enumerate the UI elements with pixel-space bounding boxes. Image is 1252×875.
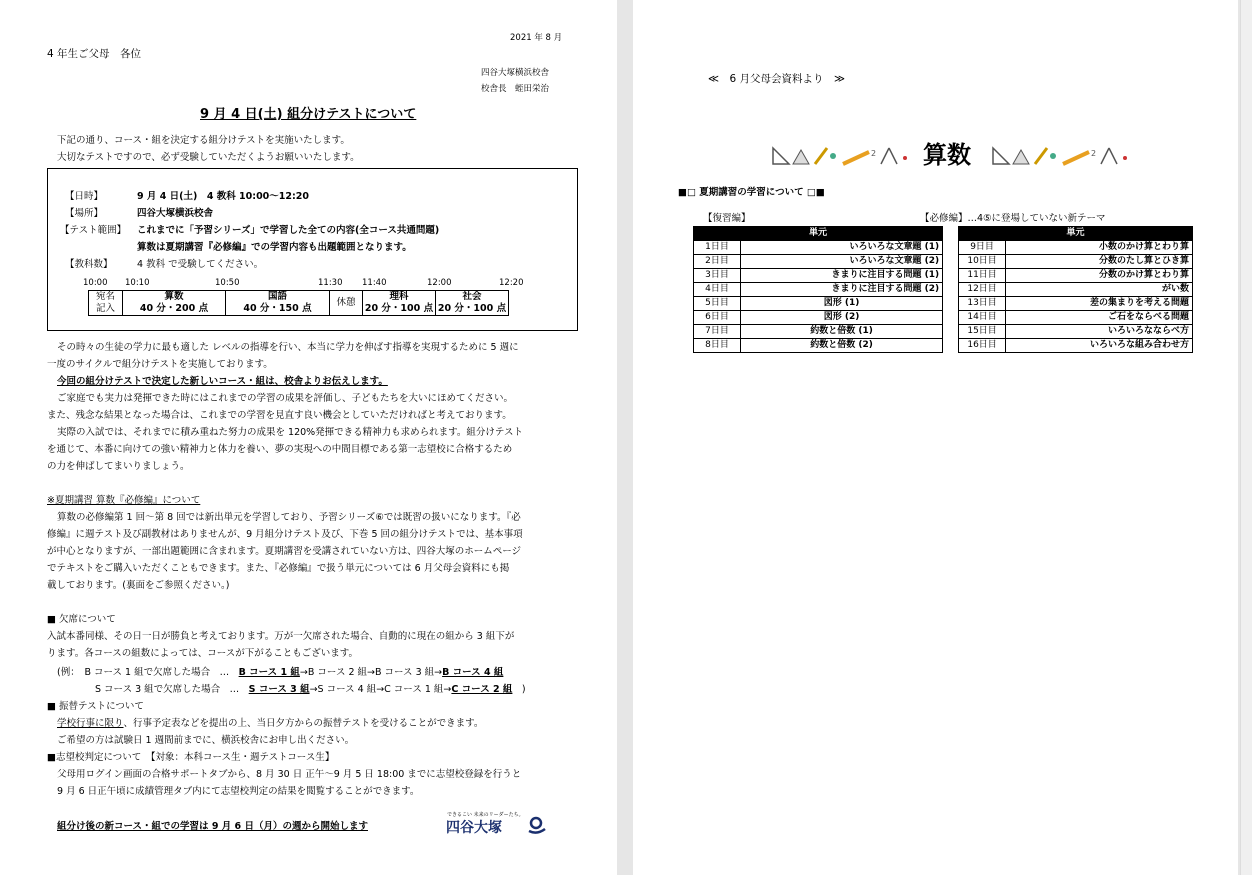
slot-top: 宛名 (95, 291, 115, 302)
absence-title: ■ 欠席について (47, 614, 116, 625)
para3-line2: を通じて、本番に向けての強い精神力と体力を養い、夢の実現への中間目標である第一志望校に合格するため (47, 444, 513, 455)
day-cell: 12日目 (959, 283, 1006, 297)
table-row (694, 325, 1193, 339)
slot-social (436, 291, 509, 316)
slot-bottom: 20 分・100 点 (364, 303, 434, 314)
note-line2: 修編』に週テスト及び副教材はありませんが、9 月組分けテスト及び、下巻 5 回の組分けテストでは、基本事項 (47, 529, 523, 540)
time-5: 12:00 (427, 278, 452, 288)
judge-line1: 父母用ログイン画面の合格サポートタブから、8 月 30 日 正午～9 月 5 日 18:00 までに志望校登録を行うと (57, 769, 522, 780)
slot-japanese (226, 291, 330, 316)
scope-label: 【テスト範囲】 (60, 225, 127, 236)
example-course: C コース 2 組 (451, 684, 513, 695)
day-cell: 7日目 (694, 325, 741, 339)
para1-line1: その時々の生徒の学力に最も適した レベルの指導を行い、本当に学力を伸ばす指導を実現するために 5 週に (57, 342, 519, 353)
slot-bottom: 記入 (95, 303, 115, 314)
note-line4: でテキストをご購入いただくこともできます。また、『必修編』で扱う単元については 6 月父母会資料にも掲 (47, 563, 510, 574)
slot-top: 社会 (462, 291, 482, 302)
day-cell: 3日目 (694, 269, 741, 283)
unit-cell: いろいろな組み合わせ方 (1006, 339, 1193, 353)
principal-name: 校舎長 蛭田栄治 (481, 84, 550, 94)
table-gap (943, 339, 959, 353)
day-cell: 1日目 (694, 241, 741, 255)
schedule-table (88, 290, 509, 316)
makeup-condition: 学校行事に限り (57, 718, 124, 729)
example-text: →S コース 4 組→C コース 1 組→ (309, 684, 452, 695)
example-text: S コース 3 組で欠席した場合 … (95, 684, 249, 695)
time-4: 11:40 (362, 278, 387, 288)
slot-bottom: 40 分・150 点 (243, 303, 312, 314)
slot-top: 国語 (267, 291, 287, 302)
makeup-title: ■ 振替テストについて (47, 701, 144, 712)
time-1: 10:10 (125, 278, 150, 288)
unit-cell: きまりに注目する問題 (2) (741, 283, 943, 297)
time-3: 11:30 (318, 278, 343, 288)
para3-line3: の力を伸ばしてまいりましょう。 (47, 461, 190, 472)
note-title: ※夏期講習 算数『必修編』について (47, 495, 201, 506)
unit-table (693, 226, 1193, 353)
table-gap (943, 311, 959, 325)
unit-cell: 差の集まりを考える問題 (1006, 297, 1193, 311)
day-cell: 14日目 (959, 311, 1006, 325)
time-0: 10:00 (83, 278, 108, 288)
addressee: 4 年生ご父母 各位 (47, 48, 142, 60)
note-line1: 算数の必修編第 1 回～第 8 回では新出単元を学習しており、予習シリーズ⑥では既習の扱いになります。『必 (57, 512, 521, 523)
para3-line1: 実際の入試では、それまでに積み重ねた努力の成果を 120%発揮できる精神力も求められます。組分けテスト (57, 427, 524, 438)
time-6: 12:20 (499, 278, 524, 288)
scope-value-1: これまでに「予習シリーズ」で学習した全ての内容(全コース共通問題) (137, 225, 440, 236)
subjects-label: 【教科数】 (65, 259, 113, 270)
note-line5: 載しております。(裏面をご参照ください。) (47, 580, 230, 591)
svg-text:2: 2 (871, 149, 877, 158)
intro-line-1: 下記の通り、コース・組を決定する組分けテストを実施いたします。 (57, 135, 350, 146)
table-gap (943, 269, 959, 283)
schedule-row (89, 291, 509, 316)
slot-top: 休憩 (336, 297, 356, 308)
table-gap (943, 255, 959, 269)
slot-math (123, 291, 226, 316)
slot-bottom: 20 分・100 点 (437, 303, 507, 314)
para2-line1: ご家庭でも実力は発揮できた時にはこれまでの学習の成果を評価し、子どもたちを大いにほめてください。 (57, 393, 514, 404)
unit-cell: きまりに注目する問題 (1) (741, 269, 943, 283)
day-cell: 5日目 (694, 297, 741, 311)
unit-cell: がい数 (1006, 283, 1193, 297)
table-row (694, 255, 1193, 269)
slot-science (363, 291, 436, 316)
slot-break (330, 291, 363, 316)
table-row (694, 297, 1193, 311)
logo-text: 四谷大塚 (446, 820, 502, 836)
example-course: B コース 4 組 (442, 667, 504, 678)
date: 2021 年 8 月 (510, 33, 563, 43)
col-header-left: 単元 (694, 227, 943, 241)
example-text: (例： B コース 1 組で欠席した場合 … (57, 667, 239, 678)
note-line3: が中心となりますが、一部出題範囲に含まれます。夏期講習を受講されていない方は、四谷大塚のホームページ (47, 546, 522, 557)
table-header-row (694, 227, 1193, 241)
math-tools-decoration-icon (991, 142, 1131, 168)
slot-top: 理科 (389, 291, 409, 302)
subject-title: 算数 (923, 141, 971, 169)
day-cell: 13日目 (959, 297, 1006, 311)
example-2 (95, 683, 526, 696)
unit-cell: 約数と倍数 (1) (741, 325, 943, 339)
slot-label (89, 291, 123, 316)
date-value: 9 月 4 日(土) 4 教科 10:00～12:20 (137, 191, 310, 202)
unit-cell: 小数のかけ算とわり算 (1006, 241, 1193, 255)
day-cell: 2日目 (694, 255, 741, 269)
time-2: 10:50 (215, 278, 240, 288)
place-value: 四谷大塚横浜校舎 (137, 208, 214, 219)
makeup-text: 、行事予定表などを提出の上、当日夕方からの振替テストを受けることができます。 (123, 718, 484, 729)
table-row (694, 339, 1193, 353)
unit-cell: いろいろな文章題 (1) (741, 241, 943, 255)
math-tools-decoration-icon (771, 142, 911, 168)
table-row (694, 241, 1193, 255)
review-label: 【復習編】 (703, 213, 751, 224)
place-label: 【場所】 (65, 208, 104, 219)
table-row (694, 269, 1193, 283)
unit-cell: 分数のたし算とひき算 (1006, 255, 1193, 269)
example-text: →B コース 2 組→B コース 3 組→ (299, 667, 443, 678)
unit-cell: 図形 (2) (741, 311, 943, 325)
col-header-right: 単元 (959, 227, 1193, 241)
table-row (694, 311, 1193, 325)
day-cell: 6日目 (694, 311, 741, 325)
day-cell: 11日目 (959, 269, 1006, 283)
example-text: ) (512, 684, 526, 695)
example-1 (57, 666, 503, 679)
unit-cell: いろいろな文章題 (2) (741, 255, 943, 269)
example-course: B コース 1 組 (238, 667, 300, 678)
table-gap (943, 283, 959, 297)
unit-cell: 図形 (1) (741, 297, 943, 311)
svg-text:2: 2 (1091, 149, 1097, 158)
yotsuya-logo-icon (527, 815, 547, 835)
day-cell: 8日目 (694, 339, 741, 353)
makeup-line2: ご希望の方は試験日 1 週間前までに、横浜校舎にお申し出ください。 (57, 735, 355, 746)
para1-line2: 一度のサイクルで組分けテストを実施しております。 (47, 359, 273, 370)
unit-cell: 分数のかけ算とわり算 (1006, 269, 1193, 283)
slot-top: 算数 (164, 291, 184, 302)
day-cell: 10日目 (959, 255, 1006, 269)
makeup-line1 (57, 717, 483, 730)
day-cell: 15日目 (959, 325, 1006, 339)
para2-line2: また、残念な結果となった場合は、これまでの学習を見直す良い機会としていただければと考えております。 (47, 410, 512, 421)
subjects-value: 4 教科 で受験してください。 (137, 259, 264, 270)
unit-cell: いろいろなならべ方 (1006, 325, 1193, 339)
slot-bottom: 40 分・200 点 (139, 303, 209, 314)
day-cell: 4日目 (694, 283, 741, 297)
page-title: 9 月 4 日(土) 組分けテストについて (200, 107, 417, 122)
table-row (694, 283, 1193, 297)
absence-line2: ります。各コースの組数によっては、コースが下がることもございます。 (47, 648, 359, 659)
table-gap (943, 227, 959, 241)
document-page-1 (0, 0, 617, 875)
unit-cell: ご石をならべる問題 (1006, 311, 1193, 325)
unit-cell: 約数と倍数 (2) (741, 339, 943, 353)
page2-header: ≪ 6 月父母会資料より ≫ (708, 73, 846, 85)
para1-highlight: 今回の組分けテストで決定した新しいコース・組は、校舎よりお伝えします。 (57, 376, 388, 387)
intro-line-2: 大切なテストですので、必ず受験していただくようお願いいたします。 (57, 152, 360, 163)
scope-value-2: 算数は夏期講習『必修編』での学習内容も出題範囲となります。 (137, 242, 412, 253)
date-label: 【日時】 (65, 191, 104, 202)
school-name: 四谷大塚横浜校舎 (481, 68, 550, 78)
judge-line2: 9 月 6 日正午頃に成績管理タブ内にて志望校判定の結果を閲覧することができます。 (57, 786, 420, 797)
vertical-scrollbar[interactable] (1240, 0, 1252, 875)
example-course: S コース 3 組 (248, 684, 310, 695)
absence-line1: 入試本番同様、その日一日が勝負と考えております。万が一欠席された場合、自動的に現在の組から 3 組下が (47, 631, 515, 642)
required-label: 【必修編】…4⑤に登場していない新テーマ (920, 213, 1106, 224)
document-page-2 (633, 0, 1238, 875)
table-gap (943, 297, 959, 311)
logo-tagline: できるこい 未来のリーダーたち。 (447, 812, 524, 818)
judge-title: ■志望校判定について 【対象：本科コース生・週テストコース生】 (47, 752, 335, 763)
section-title: ■□ 夏期講習の学習について □■ (678, 187, 825, 198)
table-gap (943, 325, 959, 339)
day-cell: 9日目 (959, 241, 1006, 255)
footer-note: 組分け後の新コース・組での学習は 9 月 6 日（月）の週から開始します (57, 821, 368, 832)
day-cell: 16日目 (959, 339, 1006, 353)
table-gap (943, 241, 959, 255)
